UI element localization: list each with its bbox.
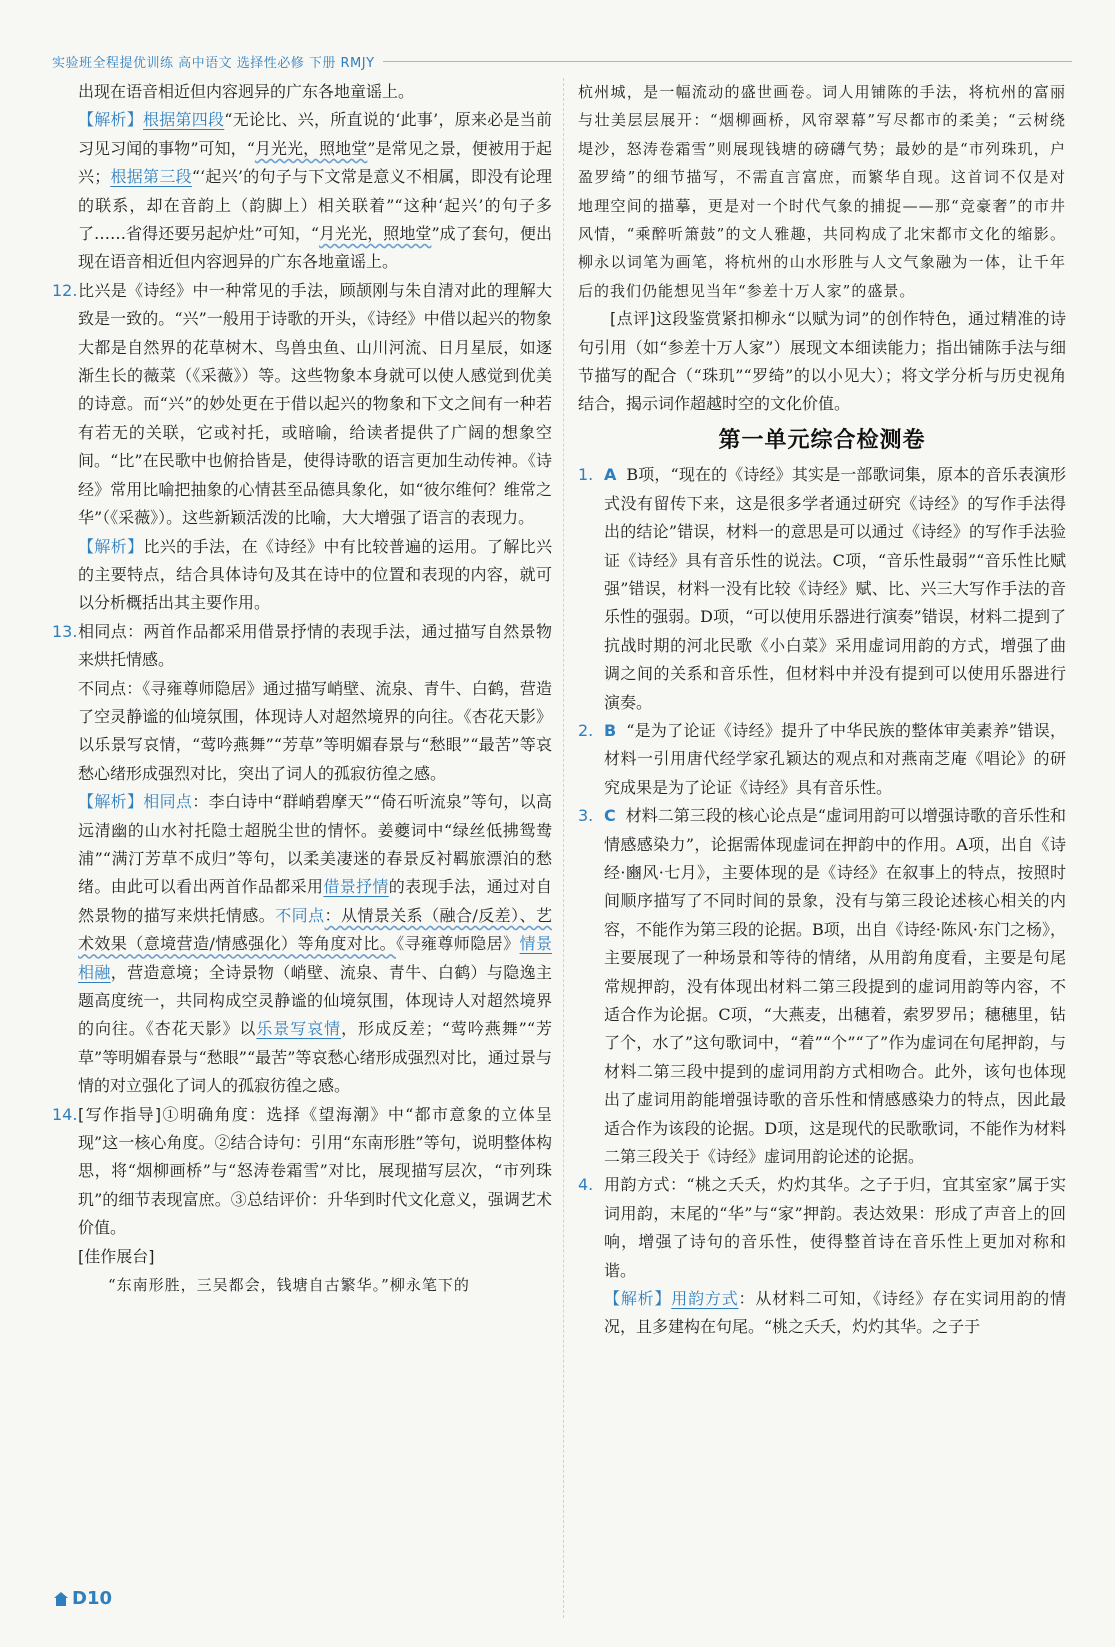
answer-2 xyxy=(578,717,1066,802)
question-14 xyxy=(52,1101,552,1300)
page-header xyxy=(52,52,1072,71)
answer-text: 相同点：两首作品都采用借景抒情的表现手法，通过描写自然景物来烘托情感。 xyxy=(78,621,552,670)
header-title: 实验班全程提优训练 高中语文 选择性必修 下册 RMJY xyxy=(52,56,375,71)
analysis-keyword: 相同点 xyxy=(143,792,193,812)
answer-text: 比兴是《诗经》中一种常见的手法，顾颉刚与朱自清对此的理解大致是一致的。“兴”一般用于诗歌的开头，《诗经》中借以起兴的物象大都是自然界的花草树木、鸟兽虫鱼、山川河流、日月星辰，如逐渐生长的薇菜（《采薇》）等。这些物象本身就可以使人感觉到优美的诗意。而“兴”的妙处更在于借以起兴的物象和下文之间有一种若有若无的关联，它或衬托，或暗喻，给读者提供了广阔的想象空间。“比”在民歌中也俯拾皆是，使得诗歌的语言更加生动传神。《诗经》常用比喻把抽象的心情甚至品德具象化，如“彼尔维何？维常之华”（《采薇》）。这些新颖活泼的比喻，大大增强了语言的表现力。 xyxy=(78,280,552,528)
analysis-tag: 【解析】 xyxy=(78,110,144,130)
right-column xyxy=(578,78,1066,1342)
writing-guide xyxy=(78,1101,552,1243)
analysis-tag: 【解析】 xyxy=(604,1289,672,1309)
home-icon xyxy=(52,1590,70,1608)
unit-title: 第一单元综合检测卷 xyxy=(718,427,926,453)
analysis-text: “无论比、兴，所直说的‘此事’，原来必是当前习见习闻的事物”可知，“ xyxy=(78,110,552,158)
analysis-13 xyxy=(78,788,552,1100)
question-number: 2. xyxy=(578,720,594,740)
question-number: 4. xyxy=(578,1175,594,1195)
analysis-text: 比兴的手法，在《诗经》中有比较普遍的运用。了解比兴的主要特点，结合具体诗句及其在诗中的位置和表现的内容，就可以分析概括出其主要作用。 xyxy=(78,536,552,613)
analysis-text: 的表现手法，通过对自然景物的描写来烘托情感。 xyxy=(78,877,552,925)
answer-text: 不同点：《寻雍尊师隐居》通过描写峭壁、流泉、青牛、白鹤，营造了空灵静谧的仙境氛围，体现诗人对超然境界的向往。《杏花天影》以乐景写哀情，“莺吟燕舞”“芳草”等明媚春景与“愁眼”“最苦”等哀愁心绪形成强烈对比，突出了词人的孤寂彷徨之感。 xyxy=(78,678,552,783)
analysis-text: 《寻雍尊师隐居》 xyxy=(396,934,520,954)
analysis-keyword: 借景抒情 xyxy=(323,877,389,897)
comment xyxy=(578,305,1066,419)
page-number: D10 xyxy=(72,1588,112,1609)
analysis-keyword: 根据第三段 xyxy=(110,167,192,187)
analysis-text: ：从材料二可知，《诗经》存在实词用韵的情况，且多建构在句尾。“桃之夭夭，灼灼其华。之子于 xyxy=(604,1289,1066,1337)
analysis-keyword: 用韵方式 xyxy=(671,1289,739,1309)
comment-text: 这段鉴赏紧扣柳永“以赋为词”的创作特色，通过精准的诗句引用（如“参差十万人家”）展现文本细读能力；指出铺陈手法与细节描写的配合（“珠玑”“罗绮”的以小见大）；将文学分析与历史视角结合，揭示词作超越时空的文化价值。 xyxy=(578,309,1066,414)
question-number: 3. xyxy=(578,806,594,826)
page-footer xyxy=(52,1588,112,1609)
analysis-tag: 【解析】 xyxy=(78,536,144,556)
sample-text: “东南形胜，三吴都会，钱塘自古繁华。”柳永笔下的 xyxy=(108,1276,470,1295)
sample-tag: [佳作展台] xyxy=(78,1246,155,1266)
header-rule xyxy=(383,61,1072,62)
analysis-text: ”成了套句，便出现在语音相近但内容迥异的广东各地童谣上。 xyxy=(78,224,552,272)
answer-choice: A xyxy=(604,465,617,485)
analysis-quote: 月光光，照地堂 xyxy=(319,224,432,244)
analysis-text: ，营造意境；全诗景物（峭壁、流泉、青牛、白鹤）与隐逸主题高度统一，共同构成空灵静谧的仙境氛围，体现诗人对超然境界的向往。《杏花天影》以 xyxy=(78,962,552,1039)
analysis-text: “‘起兴’的句子与下文常是意义不相属，即没有论理的联系，却在音韵上（韵脚上）相关联着”“这种‘起兴’的句子多了……省得还要另起炉灶”可知，“ xyxy=(78,167,552,244)
answer-1 xyxy=(578,461,1066,717)
column-divider xyxy=(563,78,564,1618)
question-number: 13. xyxy=(52,621,78,641)
question-13 xyxy=(52,618,552,1101)
sample-text-continued: 杭州城，是一幅流动的盛世画卷。词人用铺陈的手法，将杭州的富丽与壮美层层展开：“烟柳画桥，风帘翠幕”写尽都市的柔美；“云树绕堤沙，怒涛卷霜雪”则展现钱塘的磅礴气势；最妙的是“市列珠玑，户盈罗绮”的细节描写，不需直言富庶，而繁华自现。这首词不仅是对地理空间的描摹，更是对一个时代气象的捕捉——那“竞豪奢”的市井风情，“乘醉听箫鼓”的文人雅趣，共同构成了北宋都市文化的缩影。柳永以词笔为画笔，将杭州的山水形胜与人文气象融为一体，让千年后的我们仍能想见当年“参差十万人家”的盛景。 xyxy=(578,83,1066,300)
analysis-keyword: 不同点 xyxy=(275,905,325,925)
analysis-text: ”是常见之景，便被用于起兴； xyxy=(78,138,552,187)
analysis-keyword: 根据第四段 xyxy=(143,110,225,130)
answer-3 xyxy=(578,802,1066,1171)
answer-text: 用韵方式：“桃之夭夭，灼灼其华。之子于归，宜其室家”属于实词用韵，末尾的“华”与“家”押韵。表达效果：形成了声音上的回响，增强了诗句的音乐性，使得整首诗在音乐性上更加对称和谐。 xyxy=(604,1175,1066,1280)
answer-text: B项，“现在的《诗经》其实是一部歌词集，原本的音乐表演形式没有留传下来，这是很多学者通过研究《诗经》的写作手法得出的结论”错误，材料一的意思是可以通过《诗经》的写作手法验证《诗经》具有音乐性的说法。C项，“音乐性最弱”“音乐性比赋强”错误，材料一没有比较《诗经》赋、比、兴三大写作手法的音乐性的强弱。D项，“可以使用乐器进行演奏”错误，材料二提到了抗战时期的河北民歌《小白菜》采用虚词用韵的方式，增强了曲调之间的关系和音乐性，但材料中并没有提到可以使用乐器进行演奏。 xyxy=(604,465,1066,712)
left-column xyxy=(52,78,552,1299)
answer-choice: C xyxy=(604,806,616,826)
answer-choice: B xyxy=(604,720,617,740)
answer-4 xyxy=(578,1171,1066,1341)
question-12 xyxy=(52,277,552,618)
question-number: 1. xyxy=(578,465,594,485)
answer-text: “是为了论证《诗经》提升了中华民族的整体审美素养”错误，材料一引用唐代经学家孔颖达的观点和对燕南芝庵《唱论》的研究成果是为了论证《诗经》具有音乐性。 xyxy=(604,720,1066,797)
analysis-tag: 【解析】 xyxy=(78,792,144,812)
analysis-quote: 月光光，照地堂 xyxy=(254,138,368,158)
analysis-text: ，形成反差；“莺吟燕舞”“芳草”等明媚春景与“愁眼”“最苦”等哀愁心绪形成强烈对比，通过景与情的对立强化了词人的孤寂彷徨之感。 xyxy=(78,1019,552,1096)
analysis-text: ：李白诗中“群峭碧摩天”“倚石听流泉”等句，以高远清幽的山水衬托隐士超脱尘世的情怀。姜夔词中“绿丝低拂鸳鸯浦”“满汀芳草不成归”等句，以柔美凄迷的春景反衬羁旅漂泊的愁绪。由此可以看出两首作品都采用 xyxy=(78,792,552,897)
analysis-quote: ：从情景关系（融合/反差）、艺术效果（意境营造/情感强化）等角度对比。 xyxy=(78,905,552,954)
analysis-keyword: 乐景写哀情 xyxy=(256,1019,342,1039)
question-number: 12. xyxy=(52,280,78,300)
writing-guide-text: ①明确角度：选择《望海潮》中“都市意象的立体呈现”这一核心角度。②结合诗句：引用“东南形胜”等句，说明整体构思，将“烟柳画桥”与“怒涛卷霜雪”对比，展现描写层次，“市列珠玑”的细节表现富庶。③总结评价：升华到时代文化意义，强调艺术价值。 xyxy=(78,1104,552,1238)
analysis-11 xyxy=(52,106,552,276)
analysis-12 xyxy=(78,533,552,618)
writing-guide-tag: [写作指导] xyxy=(78,1104,162,1124)
answer-text: 材料二第三段的核心论点是“虚词用韵可以增强诗歌的音乐性和情感感染力”，论据需体现虚词在押韵中的作用。A项，出自《诗经·豳风·七月》，主要体现的是《诗经》在叙事上的特点，按照时间顺序描写了不同时间的景象，没有与第三段论述核心相关的内容，不能作为第三段的论据。B项，出自《诗经·陈风·东门之杨》，主要展现了一种场景和等待的情绪，从用韵角度看，主要是句尾常规押韵，没有体现出材料二第三段提到的虚词用韵等内容，不适合作为论据。C项，“大燕麦，出穗着，索罗罗吊；穗穗里，钻了个，水了”这句歌词中，“着”“个”“了”作为虚词在句尾押韵，与材料二第三段中提到的虚词用韵方式相吻合。此外，该句也体现出了虚词用韵能增强诗歌的音乐性和情感感染力的特点，因此最适合作为该段的论据。D项，这是现代的民歌歌词，不能作为材料二第三段关于《诗经》虚词用韵论述的论据。 xyxy=(604,806,1066,1167)
question-number: 14. xyxy=(52,1104,78,1124)
analysis-keyword: 情景相融 xyxy=(78,934,552,982)
comment-tag: [点评] xyxy=(610,309,656,329)
analysis-4 xyxy=(604,1285,1066,1342)
answer-11-tail: 出现在语音相近但内容迥异的广东各地童谣上。 xyxy=(78,82,415,101)
